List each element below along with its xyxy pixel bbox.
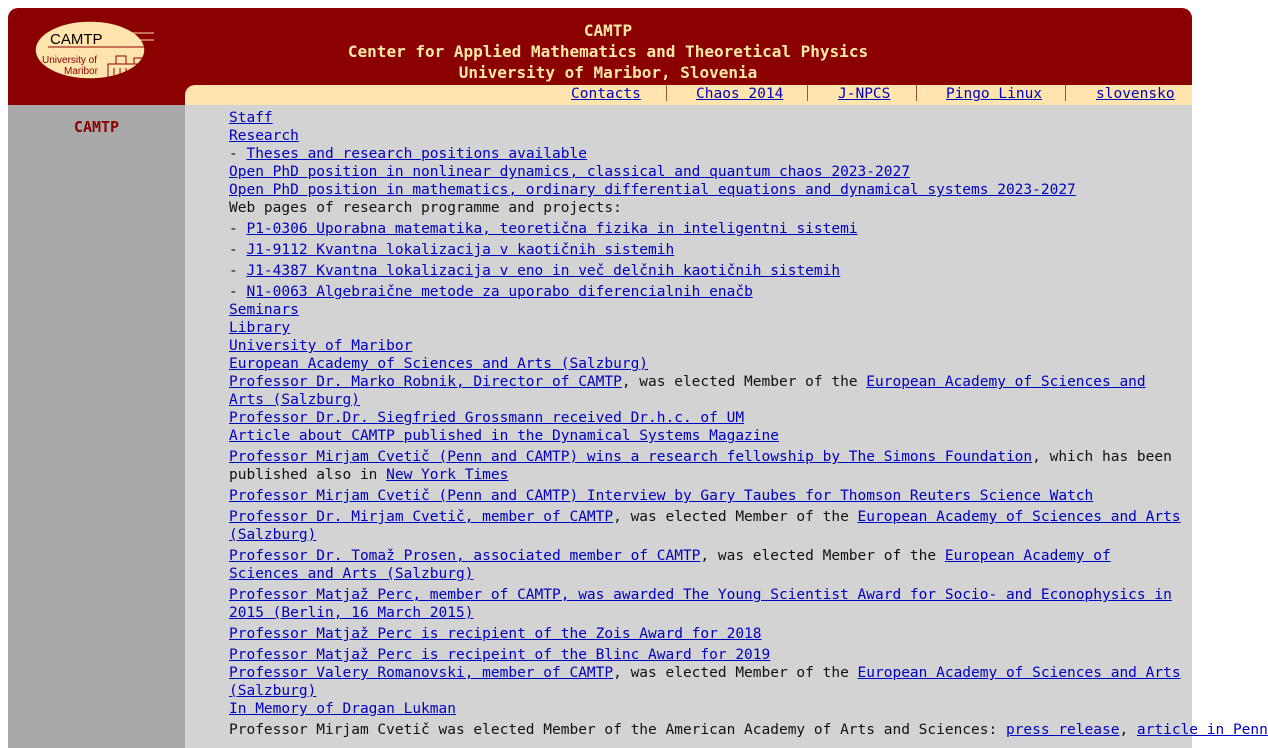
- sidebar: [8, 105, 185, 748]
- link-project-j1-4387[interactable]: J1-4387 Kvantna lokalizacija v eno in več delčnih kaotičnih sistemih: [246, 263, 841, 279]
- nav-chaos-2014[interactable]: Chaos 2014: [696, 86, 784, 102]
- link-project-n1-0063[interactable]: N1-0063 Algebraične metode za uporabo diferencialnih enačb: [246, 284, 753, 300]
- logo-text-university: University of: [42, 55, 98, 66]
- site-subtitle-university: University of Maribor, Slovenia: [458, 63, 758, 82]
- link-cvetic-simons[interactable]: Professor Mirjam Cvetič (Penn and CAMTP) wins a research fellowship by The Simons Foundation: [229, 449, 1033, 465]
- link-theses[interactable]: Theses and research positions available: [246, 146, 587, 162]
- sidebar-title: CAMTP: [73, 118, 120, 136]
- link-prosen[interactable]: Professor Dr. Tomaž Prosen, associated member of CAMTP: [229, 548, 701, 564]
- bullet-dash: -: [229, 221, 247, 237]
- nav-contacts[interactable]: Contacts: [571, 86, 641, 102]
- link-grossmann[interactable]: Professor Dr.Dr. Siegfried Grossmann received Dr.h.c. of UM: [229, 410, 745, 426]
- text-elected: , was elected Member of the: [613, 509, 858, 525]
- link-european-academy[interactable]: European Academy of Sciences and Arts (Salzburg): [229, 374, 1146, 408]
- link-university-of-maribor[interactable]: University of Maribor: [229, 338, 413, 354]
- link-perc-zois[interactable]: Professor Matjaž Perc is recipient of the Zois Award for 2018: [229, 626, 762, 642]
- bullet-dash: -: [229, 263, 247, 279]
- page-frame: [8, 8, 1268, 748]
- link-robnik[interactable]: Professor Dr. Marko Robnik, Director of CAMTP: [229, 374, 622, 390]
- nav-pingo-linux[interactable]: Pingo Linux: [946, 86, 1043, 102]
- link-article-dynamical-systems[interactable]: Article about CAMTP published in the Dynamical Systems Magazine: [229, 428, 779, 444]
- main-content: [185, 105, 1268, 748]
- news-list: [229, 109, 1268, 739]
- link-staff[interactable]: Staff: [229, 110, 273, 126]
- link-cvetic-member[interactable]: Professor Dr. Mirjam Cvetič, member of CAMTP: [229, 509, 614, 525]
- link-project-p1-0306[interactable]: P1-0306 Uporabna matematika, teoretična fizika in inteligentni sistemi: [246, 221, 858, 237]
- text-cvetic-american-academy: Professor Mirjam Cvetič was elected Member of the American Academy of Arts and Sciences:: [229, 722, 1006, 738]
- bullet-dash: -: [229, 146, 247, 162]
- bullet-dash: -: [229, 242, 247, 258]
- link-article-penn[interactable]: article in Penn: [1136, 722, 1268, 738]
- site-header: [8, 8, 1192, 105]
- link-project-j1-9112[interactable]: J1-9112 Kvantna lokalizacija v kaotičnih sistemih: [246, 242, 675, 258]
- text-simons-tail: , which has been published also in: [229, 449, 1172, 483]
- nav-separator: [1065, 85, 1066, 101]
- link-research[interactable]: Research: [229, 128, 299, 144]
- link-lukman-memory[interactable]: In Memory of Dragan Lukman: [229, 701, 456, 717]
- camtp-logo[interactable]: [34, 20, 158, 84]
- site-title: CAMTP: [583, 21, 633, 40]
- nav-separator: [666, 85, 667, 101]
- link-european-academy[interactable]: European Academy of Sciences and Arts (Salzburg): [229, 665, 1181, 699]
- top-nav: [185, 85, 1192, 105]
- link-phd-chaos[interactable]: Open PhD position in nonlinear dynamics, classical and quantum chaos 2023-2027: [229, 164, 910, 180]
- text-elected: , was elected Member of the: [613, 665, 858, 681]
- link-cvetic-interview[interactable]: Professor Mirjam Cvetič (Penn and CAMTP) Interview by Gary Taubes for Thomson Reuters Science Watch: [229, 488, 1094, 504]
- link-library[interactable]: Library: [229, 320, 291, 336]
- logo-text-camtp: CAMTP: [50, 31, 103, 48]
- link-european-academy[interactable]: European Academy of Sciences and Arts (Salzburg): [229, 356, 649, 372]
- link-phd-mathematics[interactable]: Open PhD position in mathematics, ordinary differential equations and dynamical systems 2023-2027: [229, 182, 1076, 198]
- logo-text-maribor: Maribor: [64, 66, 98, 77]
- link-seminars[interactable]: Seminars: [229, 302, 299, 318]
- link-perc-blinc[interactable]: Professor Matjaž Perc is recipeint of the Blinc Award for 2019: [229, 647, 771, 663]
- text-elected: , was elected Member of the: [621, 374, 867, 390]
- label-web-pages: Web pages of research programme and projects:: [229, 200, 622, 216]
- nav-j-npcs[interactable]: J-NPCS: [838, 86, 891, 102]
- link-european-academy[interactable]: European Academy of Sciences and Arts (Salzburg): [229, 548, 1111, 582]
- nav-separator: [807, 85, 808, 101]
- text-elected: , was elected Member of the: [700, 548, 945, 564]
- link-european-academy[interactable]: European Academy of Sciences and Arts (Salzburg): [229, 509, 1181, 543]
- site-subtitle-center: Center for Applied Mathematics and Theoretical Physics: [347, 42, 869, 61]
- text-comma: ,: [1119, 722, 1137, 738]
- bullet-dash: -: [229, 284, 247, 300]
- link-new-york-times[interactable]: New York Times: [386, 467, 509, 483]
- nav-separator: [916, 85, 917, 101]
- link-perc-young-scientist[interactable]: Professor Matjaž Perc, member of CAMTP, was awarded The Young Scientist Award for Socio- and Econophysics in 2015 (Berlin, 16 March 2015): [229, 587, 1172, 621]
- link-romanovski[interactable]: Professor Valery Romanovski, member of CAMTP: [229, 665, 614, 681]
- nav-slovensko[interactable]: slovensko: [1096, 86, 1175, 102]
- link-press-release[interactable]: press release: [1005, 722, 1120, 738]
